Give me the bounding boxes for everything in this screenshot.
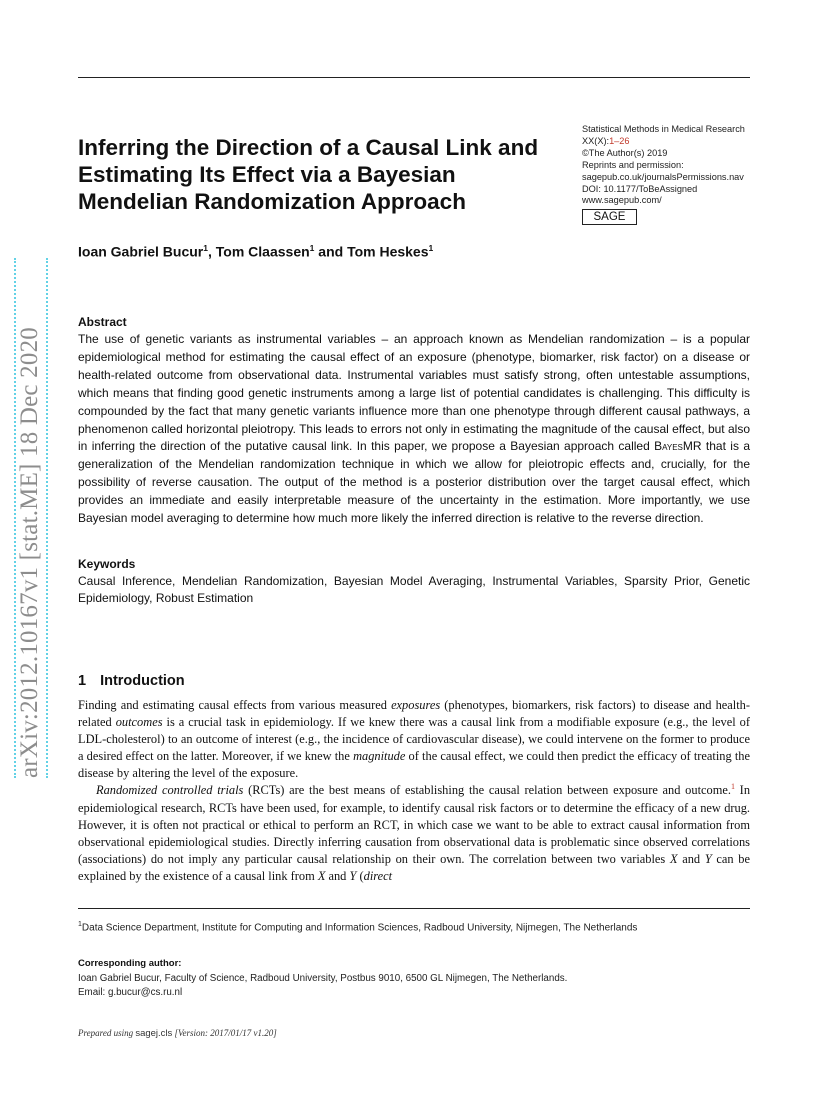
doi: DOI: 10.1177/ToBeAssigned — [582, 183, 698, 194]
keywords-heading: Keywords — [78, 557, 136, 571]
abstract-part: that is a generalization of the Mendelian randomization technique in which we allow for pleiotropic effects and, crucially, for the possibility of reverse causation. The output of the method is a posterior distribution over the target causal effect, which provides an immediate and easily interpretable measure of the uncertainty in the estimation. More importantly, we use Bayesian model averaging to determine how much more likely the inferred direction is relative to the reverse direction. — [78, 439, 750, 526]
affiliation-text: Data Science Department, Institute for Computing and Information Sciences, Radboud University, Nijmegen, The Netherlands — [81, 922, 638, 934]
text-run: of the causal effect, we could then predict the efficacy of treating the disease by altering the level of the exposure. — [78, 749, 750, 781]
author-affil-mark: 1 — [203, 243, 208, 253]
class-file: sagej.cls — [135, 1028, 173, 1039]
journal-volume — [582, 136, 762, 148]
author-affil-mark: 1 — [309, 243, 315, 253]
corresponding-heading: Corresponding author: — [78, 958, 182, 969]
emphasis: magnitude — [353, 749, 406, 764]
text-run: In epidemiological research, RCTs have been used, for example, to identify causal risk factors or to determine the efficacy of a new drug. However, it is often not practical or ethical to perform an RCT, in which case we want to be able to extract causal information from observational epidemiological studies. Directly inferring causation from observational data is problematic since observed correlations (associations) do not imply any particular causal relationship on their own. The correlation between two variables — [78, 783, 751, 866]
corresponding-email: Email: g.bucur@cs.ru.nl — [78, 986, 183, 998]
text-run: can be explained by the existence of a causal link from — [78, 851, 750, 883]
section-title: Introduction — [100, 673, 185, 689]
author-separator: and — [314, 243, 348, 260]
abstract-heading: Abstract — [78, 315, 127, 329]
text-run: (RCTs) are the best means of establishing the causal relation between exposure and outcome. — [243, 783, 731, 798]
corresponding-details — [78, 972, 567, 999]
affiliation-footnote — [78, 921, 637, 933]
page-range-link[interactable]: 1–26 — [609, 135, 630, 146]
reprints-url: sagepub.co.uk/journalsPermissions.nav — [582, 171, 744, 182]
emphasis: outcomes — [115, 715, 163, 730]
header-rule — [78, 77, 750, 78]
keywords-text: Causal Inference, Mendelian Randomization, Bayesian Model Averaging, Instrumental Variables, Sparsity Prior, Genetic Epidemiology, Robust Estimation — [78, 574, 750, 606]
footnote-rule — [78, 908, 750, 909]
arxiv-stamp-border-right — [46, 258, 48, 778]
author-name: Ioan Gabriel Bucur — [78, 243, 204, 260]
abstract-part: The use of genetic variants as instrumental variables – an approach known as Mendelian randomization – is a popular epidemiological method for estimating the causal effect of an exposure (phenotype, biomarker, risk factor) on a disease or health-related outcome from observational data. Instrumental variables must satisfy strong, often untestable assumptions, which means that finding good genetic instruments among a large list of potential candidates is challenging. This difficulty is compounded by the fact that many genetic variants influence more than one phenotype through different causal pathways, a phenomenon called horizontal pleiotropy. This leads to errors not only in estimating the magnitude of the causal effect, but also in inferring the direction of the putative causal link. In this paper, we propose a Bayesian approach called — [78, 332, 750, 454]
section-heading — [78, 673, 185, 689]
author-affil-mark: 1 — [428, 243, 434, 253]
text-run: is a crucial task in epidemiology. If we knew there was a causal link from a modifiable exposure (e.g., the level of LDL-cholesterol) to an outcome of interest (e.g., the incidence of cardiovascular disease), we could intervene on the former to produce a desired effect on the latter. Moreover, if we knew the — [78, 715, 750, 764]
author-list — [78, 243, 433, 260]
author-name: Tom Heskes — [347, 243, 429, 260]
abstract-text — [78, 331, 750, 528]
paper-title: Inferring the Direction of a Causal Link and Estimating Its Effect via a Bayesian Mendelian Randomization Approach — [78, 135, 539, 214]
prepared-prefix: Prepared using — [78, 1028, 136, 1038]
journal-name: Statistical Methods in Medical Research — [582, 124, 745, 134]
text-run: Finding and estimating causal effects from various measured — [78, 698, 392, 712]
introduction-body — [78, 697, 750, 885]
journal-info — [582, 124, 762, 207]
footnote-mark: 1 — [78, 921, 82, 928]
emphasis: direct — [363, 868, 393, 883]
math-variable: X — [669, 851, 678, 866]
corresponding-address: Ioan Gabriel Bucur, Faculty of Science, Radboud University, Postbus 9010, 6500 GL Nijmegen, The Netherlands. — [78, 973, 568, 984]
author-separator: , — [207, 243, 216, 260]
copyright: ©The Author(s) 2019 — [582, 147, 668, 158]
paragraph — [78, 697, 750, 782]
arxiv-identifier: arXiv:2012.10167v1 [stat.ME] 18 Dec 2020 — [16, 327, 43, 778]
author-name: Tom Claassen — [215, 243, 310, 260]
footnote-link[interactable]: 1 — [730, 782, 735, 792]
text-run: ( — [356, 868, 364, 883]
method-name: BayesMR — [654, 439, 702, 454]
section-number: 1 — [78, 673, 87, 689]
text-run: (phenotypes, biomarkers, risk factors) to disease and health-related — [78, 698, 750, 730]
math-variable: X — [317, 868, 326, 883]
sage-logo: SAGE — [582, 209, 637, 225]
prepared-version: [Version: 2017/01/17 v1.20] — [172, 1028, 277, 1038]
arxiv-side-stamp — [16, 258, 43, 778]
math-variable: Y — [704, 851, 712, 866]
paragraph — [78, 782, 750, 885]
text-run: and — [677, 851, 705, 866]
emphasis: Randomized controlled trials — [96, 783, 244, 798]
reprints-label: Reprints and permission: — [582, 159, 684, 170]
text-run: and — [325, 868, 350, 883]
website: www.sagepub.com/ — [582, 195, 662, 206]
prepared-using-footer — [78, 1028, 277, 1039]
emphasis: exposures — [391, 698, 441, 712]
volume-prefix: XX(X): — [582, 135, 610, 146]
math-variable: Y — [349, 868, 357, 883]
